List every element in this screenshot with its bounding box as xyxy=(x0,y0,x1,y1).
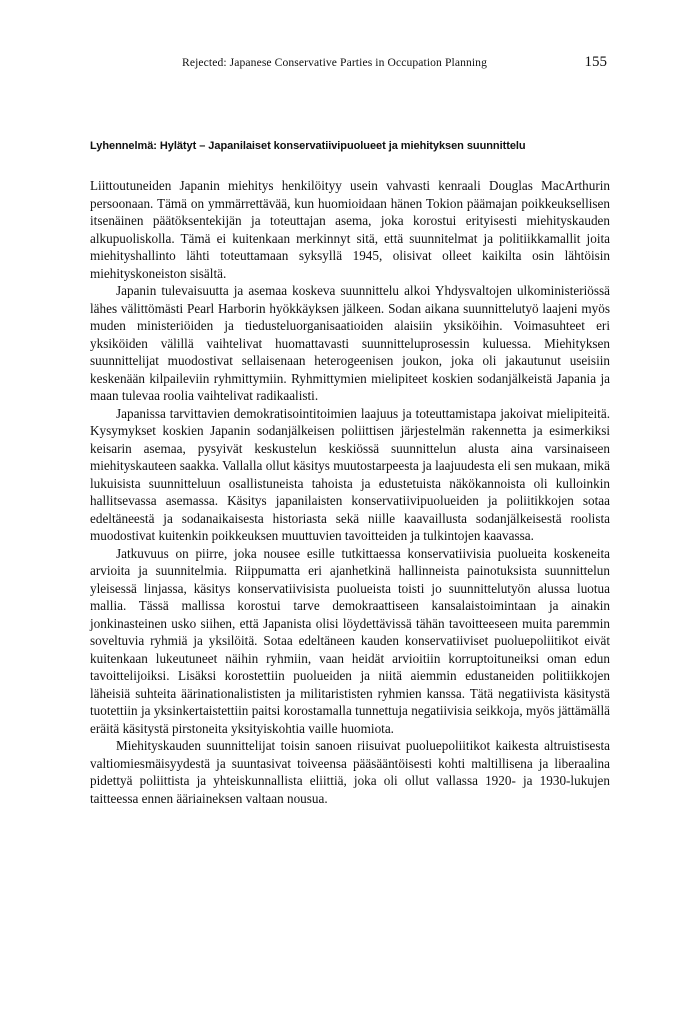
abstract-paragraph-5: Miehityskauden suunnittelijat toisin sanoen riisuivat puoluepoliitikot kaikesta altruistisesta valtiomiesmäisyydestä ja suuntasivat toiveensa pääsääntöisesti kohti maltillisena ja liberaalina pidettyä poliittista ja yhteiskunnallista eliittiä, joka oli ollut vallassa 1920- ja 1930-lukujen taitteessa ennen ääriaineksen valtaan nousua. xyxy=(90,738,610,806)
abstract-paragraph-4: Jatkuvuus on piirre, joka nousee esille tutkittaessa konservatiivisia puolueita koskeneita arvioita ja suunnitelmia. Riippumatta eri ajanhetkinä hallinneista painotuksista suunnittelun yleisessä linjassa, käsitys konservatiivisista puolueista toisti jo suunnittelutyön alussa luotua mallia. Tässä mallissa korostui tarve demokraattiseen kansalaistoimintaan ja ainakin jonkinasteinen usko siihen, että Japanista olisi löydettävissä tähän tavoitteeseen muita paremmin soveltuvia ryhmiä ja yksilöitä. Sotaa edeltäneen kauden konservatiiviset puoluepoliitikot eivät kuitenkaan lukeutuneet näihin ryhmiin, vaan heidät arvioitiin korruptoituneiksi oman edun tavoittelijoiksi. Lisäksi korostettiin puolueiden ja niitä aiemmin edustaneiden politiikkojen läheisiä suhteita äärinationalististen ja militarististen ryhmien kanssa. Tätä negatiivista käsitystä tuotettiin ja yksinkertaistettiin paitsi korostamalla tunnettuja negatiivisia seikkoja, myös jättämällä eräitä käsitystä pirstoneita yksityiskohtia vaille huomiota. xyxy=(90,545,610,736)
abstract-paragraph-1: Liittoutuneiden Japanin miehitys henkilöityy usein vahvasti kenraali Douglas MacArthurin persoonaan. Tämä on ymmärrettävää, kun huomioidaan hänen Tokion päämajan poikkeuksellisen itsenäinen päätöksentekijän ja toteuttajan asema, joka korostui erityisesti miehityskauden alkupuoliskolla. Tämä ei kuitenkaan merkinnyt sitä, että suunnitelmat ja politiikkamallit joita miehityshallinto lähti toteuttamaan syksyllä 1945, olisivat olleet kaikilta osin lähtöisin miehityskoneiston sisältä. xyxy=(90,178,610,281)
abstract-paragraph-3: Japanissa tarvittavien demokratisointitoimien laajuus ja toteuttamistapa jakoivat mielipiteitä. Kysymykset koskien Japanin sodanjälkeisen poliittisen järjestelmän rakennetta ja esimerkiksi keisarin asemaa, pysyivät keskustelun keskiössä suunnittelun alusta aina varsinaiseen miehityskauteen saakka. Vallalla ollut käsitys muutostarpeesta ja laajuudesta eli sen mukaan, mikä lukuisista suunnitteluun osallistuneista tahoista ja edustetuista näkökannoista oli kulloinkin hallitsevassa asemassa. Käsitys japanilaisten konservatiivipuolueiden ja poliitikkojen sotaa edeltäneestä ja sodanaikaisesta historiasta sekä niille kaavaillusta sodanjälkeisestä roolista muodostivat kuitenkin poikkeuksen muuttuvien tavoitteiden ja tulkintojen kaavassa. xyxy=(90,405,610,543)
running-title: Rejected: Japanese Conservative Parties in Occupation Planning xyxy=(182,56,487,69)
abstract-paragraph-2: Japanin tulevaisuutta ja asemaa koskeva suunnittelu alkoi Yhdysvaltojen ulkoministeriössä lähes välittömästi Pearl Harborin hyökkäyksen jälkeen. Sodan aikana suunnittelutyö laajeni myös muden ministeriöiden ja tiedusteluorganisaatioiden alaisiin yksiköihin. Voimasuhteet eri yksiköiden välillä vaihtelivat huomattavasti suunnitteluprosessin kuluessa. Miehityksen suunnittelijat muodostivat sellaisenaan heterogeenisen joukon, joka oli jakautunut useisiin keskenään kilpaileviin ryhmittymiin. Ryhmittymien mielipiteet koskien sodanjälkeistä Japania ja maan tulevaa roolia vaihtelivat radikaalisti. xyxy=(90,283,610,403)
abstract-heading: Lyhennelmä: Hylätyt – Japanilaiset konservatiivipuolueet ja miehityksen suunnittelu xyxy=(90,140,526,152)
page-number: 155 xyxy=(584,54,607,70)
abstract-body xyxy=(90,177,610,807)
running-head xyxy=(90,54,607,74)
